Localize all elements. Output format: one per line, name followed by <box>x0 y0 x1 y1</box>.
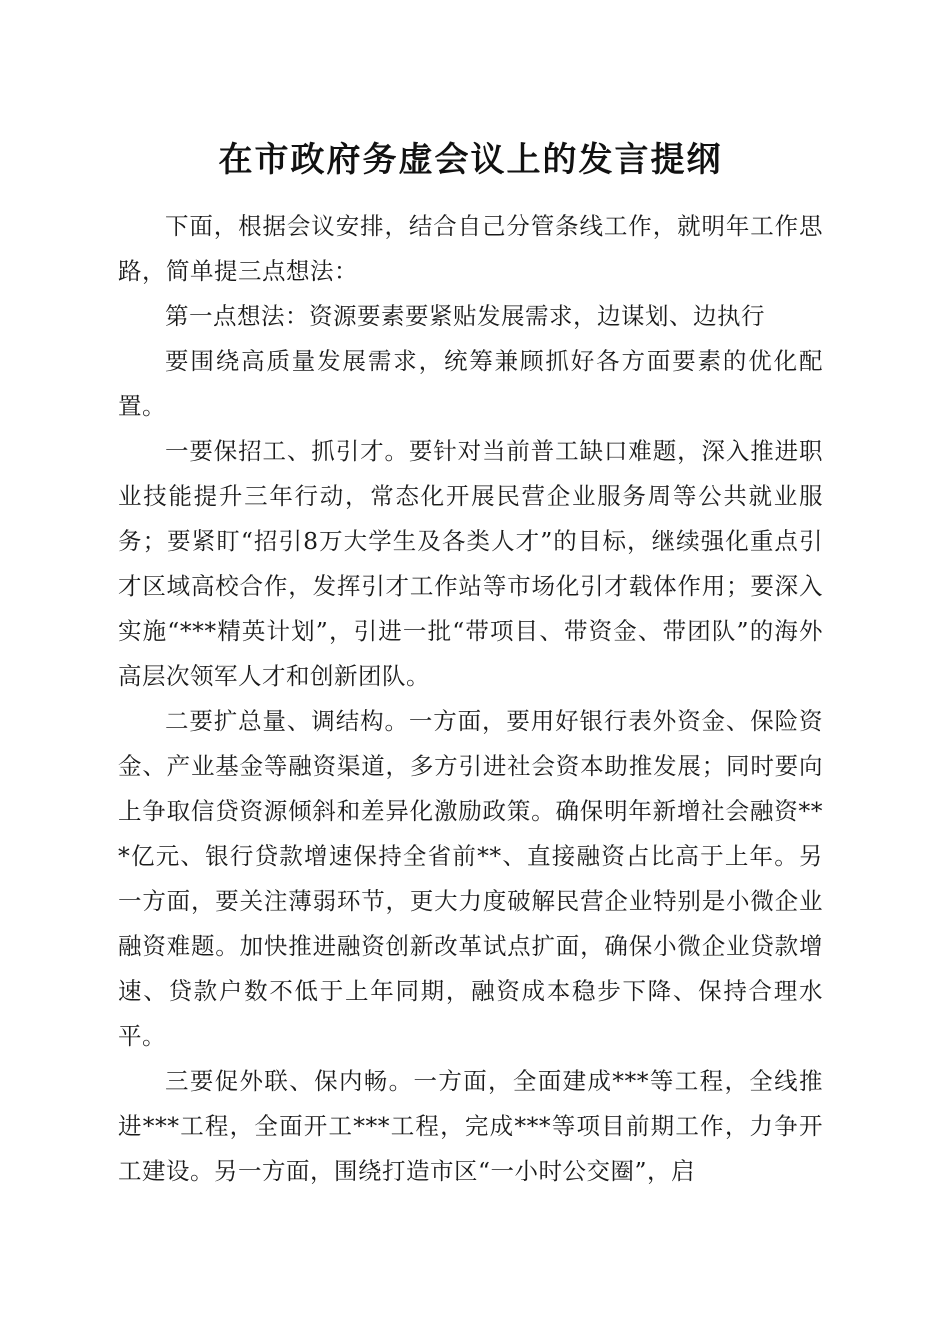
paragraph-financing: 二要扩总量、调结构。一方面，要用好银行表外资金、保险资金、产业基金等融资渠道，多方引进社会资本助推发展；同时要向上争取信贷资源倾斜和差异化激励政策。确保明年新增社会融资***亿元、银行贷款增速保持全省前**、直接融资占比高于上年。另一方面，要关注薄弱环节，更大力度破解民营企业特别是小微企业融资难题。加快推进融资创新改革试点扩面，确保小微企业贷款增速、贷款户数不低于上年同期，融资成本稳步下降、保持合理水平。 <box>118 707 823 1050</box>
document-page <box>118 136 823 1194</box>
paragraph-point-one-heading: 第一点想法：资源要素要紧贴发展需求，边谋划、边执行 <box>165 302 765 330</box>
paragraph-intro: 下面，根据会议安排，结合自己分管条线工作，就明年工作思路，简单提三点想法： <box>118 212 823 285</box>
document-title: 在市政府务虚会议上的发言提纲 <box>218 140 723 180</box>
paragraph-point-one-summary: 要围绕高质量发展需求，统筹兼顾抓好各方面要素的优化配置。 <box>118 347 823 420</box>
paragraph-recruitment: 一要保招工、抓引才。要针对当前普工缺口难题，深入推进职业技能提升三年行动，常态化开展民营企业服务周等公共就业服务；要紧盯“招引8万大学生及各类人才”的目标，继续强化重点引才区域高校合作，发挥引才工作站等市场化引才载体作用；要深入实施“***精英计划”，引进一批“带项目、带资金、带团队”的海外高层次领军人才和创新团队。 <box>118 437 823 690</box>
paragraph-infrastructure: 三要促外联、保内畅。一方面，全面建成***等工程，全线推进***工程，全面开工***工程，完成***等项目前期工作，力争开工建设。另一方面，围绕打造市区“一小时公交圈”，启 <box>118 1067 823 1185</box>
